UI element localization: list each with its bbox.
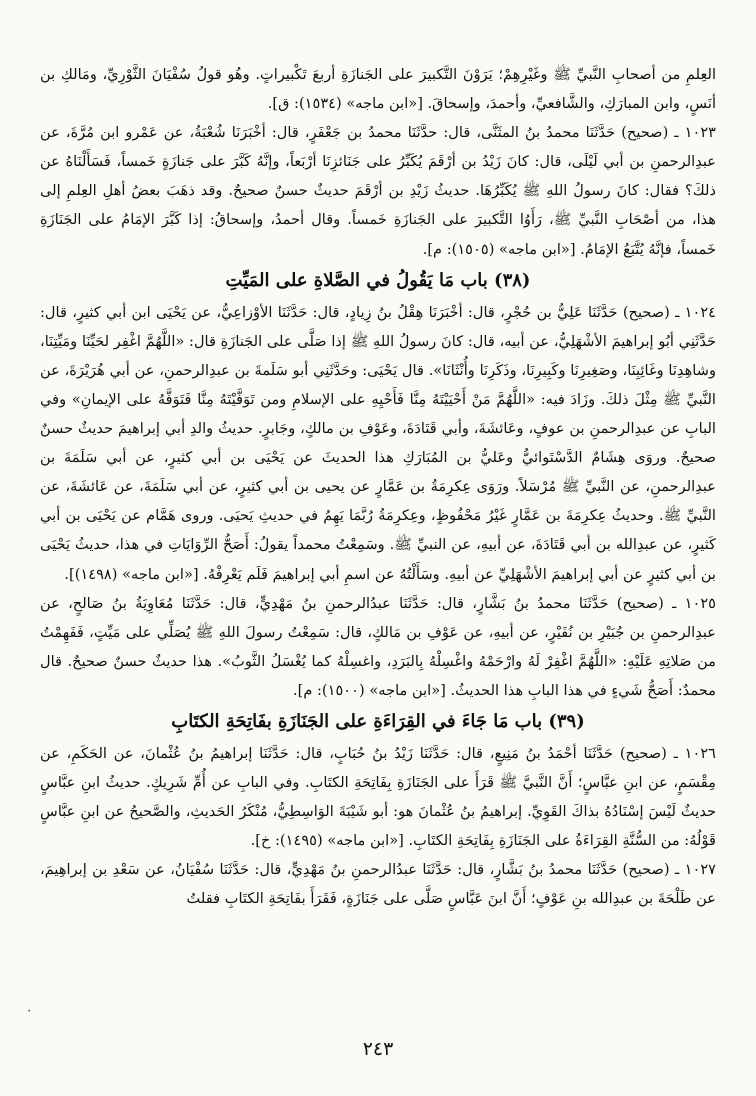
hadith-1026: ١٠٢٦ ـ (صحيح) حَدَّثَنَا أحْمَدُ بنُ مَنِيعٍ، قال: حَدَّثَنَا زَيْدُ بنُ حُبَابٍ، قال: حَدَّثَنَا إبراهيمُ بنُ عُثْمانَ، عن الحَكَمِ، عن مِقْسَمٍ، عن ابنِ عبَّاسٍ؛ أَنَّ النَّبيَّ ﷺ قَرَأَ على الجَنَازَةِ بِفَاتِحَةِ الكتَابِ. وفي البابِ عن أُمِّ شَرِيكٍ. حديثُ ابنِ عبَّاسٍ حديثٌ لَيْسَ إسْنَادُهُ بذاكَ القَوِيِّ. إبراهيمُ بنُ عُثْمانَ هو: أبو شَيْبَةَ الوَاسِطِيُّ، مُنْكَرُ الحَديثِ، والصَّحيحُ عن ابنِ عبَّاسٍ قَوْلُهُ: من السُّنَّةِ القِرَاءَةُ على الجَنَازَةِ بِفَاتِحَةِ الكتَابِ. [«ابن ماجه» (١٤٩٥): خ].	[40, 744, 716, 850]
hadith-1025: ١٠٢٥ ـ (صحيح) حَدَّثَنَا محمدُ بنُ بَشَّارٍ، قال: حَدَّثَنَا عبدُالرحمنِ بنُ مَهْدِيٍّ، قال: حَدَّثَنَا مُعَاوِيَةُ بنُ صَالحٍ، عن عبدِالرحمنِ بن جُبَيْرِ بن نُفَيْرٍ، عن أبيهِ، عن عَوْفِ بن مَالكٍ، قال: سَمِعْتُ رسولَ اللهِ ﷺ يُصَلِّي على مَيِّتٍ، فَفَهِمْتُ من صَلاتِهِ عَلَيْهِ: «اللَّهُمَّ اغْفِرْ لَهُ وارْحَمْهُ واغْسِلْهُ بِالبَرَدِ، واغسِلْهُ كما يُغْسَلُ الثَّوبُ». هذا حديثٌ حسنٌ صحيحٌ. قال محمدٌ: أَصَحُّ شَيءٍ في هذا البابِ هذا الحديثُ. [«ابن ماجه» (١٥٠٠): م].	[40, 594, 716, 699]
hadith-1024: ١٠٢٤ ـ (صحيح) حَدَّثَنَا عَلِيُّ بن حُجْرٍ، قال: أخْبَرَنَا هِقْلُ بنُ زِيادٍ، قال: حَدَّثَنَا الأوْزاعِيُّ، عن يَحْيَى ابن أبي كثيرٍ، قال: حَدَّثَنِي أبُو إبراهيمَ الأشْهَلِيُّ، عن أبيه، قال: كانَ رسولُ اللهِ ﷺ إذا صَلَّى على الجَنازَةِ قال: «اللَّهُمَّ اغْفِر لحَيِّنَا ومَيِّتِنَا، وشاهِدِنَا وغَائِبِنَا، وصَغِيرِنَا وكَبِيرِنَا، وذَكَرِنَا وأُنْثَانَا». قال يَحْيَى: وحَدَّثَنِي أبو سَلَمةَ بن عبدِالرحمنِ، عن أبي هُرَيْرَةَ، عن النَّبيِّ ﷺ مِثْلَ ذلكَ. وزَادَ فيه: «اللَّهُمَّ مَنْ أَحْيَيْتَهُ مِنَّا فَأَحْيِهِ على الإسلامِ ومن تَوَفَّيْتَهُ مِنَّا فَتَوَفَّهُ على الإيمانِ» وفي البابِ عن عبدِالرحمنِ بن عوفٍ، وعَائشَةَ، وأبي قَتَادَةَ، وعَوْفِ بن مالكٍ، وجَابرٍ. حديثُ والدِ أبي إبراهيمَ حديثٌ حسنٌ صحيحٌ. وروَى هِشَامٌ الدَّسْتَوائيُّ وعَليُّ بن المُبَارَكِ هذا الحديثَ عن يَحْيَى بن أبي كثيرٍ، عن أبي سَلَمَةَ بن عبدِالرحمنِ، عن النَّبيِّ ﷺ مُرْسَلاً. ورَوَى عِكرِمَةُ بن عَمَّارٍ عن يحيى بن أبي كثيرٍ، عن أبي سَلَمَةَ، عن عَائشَةَ، عن النَّبيِّ ﷺ. وحديثُ عِكرِمَةَ بن عَمَّارٍ غَيْرُ مَحْفُوظٍ، وعِكرِمَةُ رُبَّمَا يَهِمُ في حديثِ يَحيَى. وروى هَمَّام عن يَحْيَى بن أبي كَثيرٍ، عن عبدِالله بن أبي قَتَادَةَ، عن أبيهِ، عن النبيِّ ﷺ. وسَمِعْتُ محمداً يقولُ: أَصَحُّ الرِّوَايَاتِ في هذا، حديثُ يَحْيَى بن أبي كثيرٍ عن أبي إبراهيمَ الأشْهَلِيِّ عن أبيهِ. وسَأَلْتُهُ عن اسمِ أبي إبراهيمَ فَلَم يَعْرِفْهُ. [«ابن ماجه» (١٤٩٨)].	[40, 303, 716, 583]
chapter-heading-39: (٣٩) باب مَا جَاءَ في القِرَاءَةِ على الجَنَازَةِ بفَاتِحَةِ الكتَابِ	[171, 710, 585, 732]
chapter-heading-38: (٣٨) باب مَا يَقُولُ في الصَّلاةِ على المَيِّتِ	[225, 269, 531, 291]
hadith-1027: ١٠٢٧ ـ (صحيح) حَدَّثَنَا محمدُ بنُ بَشَّارٍ، قال: حَدَّثَنَا عبدُالرحمنِ بنُ مَهْدِيٍّ، قال: حَدَّثَنَا سُفْيَانُ، عن سَعْدِ بن إبراهِيمَ، عن طَلْحَةَ بن عبدِالله بنِ عَوْفٍ؛ أَنَّ ابنَ عَبَّاسٍ صَلَّى على جَنَازَةٍ، فَقَرَأَ بفَاتِحَةِ الكتَابِ فقلتُ	[40, 861, 716, 908]
page-number: ٢٤٣	[362, 1038, 394, 1060]
margin-mark: ٠	[26, 1003, 33, 1017]
paragraph-continuation: العِلمِ من أصحابِ النَّبيِّ ﷺ وغَيْرِهِمْ؛ يَرَوْنَ التَّكبيرَ على الجَنازَةِ أربعَ تَكْبيراتٍ. وهُو قولُ سُفْيَانَ الثَّوْرِيِّ، ومَالكِ بن أنَسٍ، وابن المبارَكِ، والشَّافعيِّ، وأحمدَ، وإسحاقَ. [«ابن ماجه» (١٥٣٤): ق].	[40, 66, 716, 113]
hadith-1023: ١٠٢٣ ـ (صحيح) حَدَّثَنَا محمدُ بنُ المثَنَّى، قال: حدَّثَنَا محمدُ بن جَعْفَرٍ، قال: أخْبَرَنَا شُعْبَةُ، عن عَمْرو ابن مُرَّةَ، عن عبدِالرحمنِ بن أبي لَيْلَى، قال: كانَ زَيْدُ بن أرْقَمَ يُكَبِّرُ على جَنَائزِنَا أرْبَعاً، وإنَّهُ كَبَّرَ على جَنازَةٍ خَمساً، فَسَأَلْنَاهُ عن ذلكَ؟ فقال: كانَ رسولُ اللهِ ﷺ يُكَبِّرُهَا. حديثُ زَيْدِ بن أرْقَمَ حديثٌ حسنٌ صحيحٌ. وقد ذهَبَ بعضُ أهلِ العِلمِ إلى هذا، من أصْحَابِ النَّبيِّ ﷺ، رَأَوُا التَّكبيرَ على الجَنازَةِ خَمساً. وقال أحمدُ، وإسحاقُ: إذا كَبَّرَ الإمَامُ على الجَنَازَةِ خَمساً، فإنَّهُ يُتَّبَعُ الإمَامُ. [«ابن ماجه» (١٥٠٥): م].	[40, 124, 716, 258]
